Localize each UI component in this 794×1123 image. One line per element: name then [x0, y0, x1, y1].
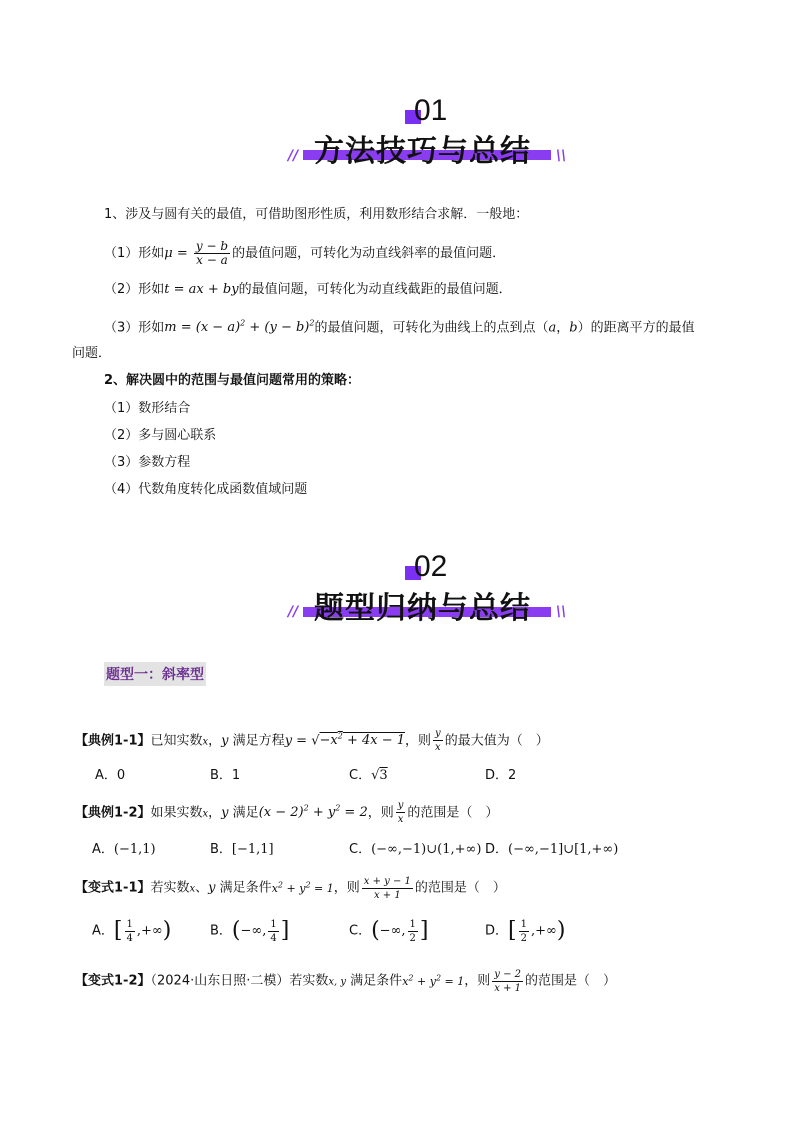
sub2-prefix: （2）形如	[104, 282, 165, 297]
left-slash-decoration: //	[288, 604, 299, 620]
stem-text: 已知实数	[150, 733, 203, 749]
strategy-1: （1）数形结合	[104, 401, 191, 416]
variant-1-1-stem: 【变式1-1】若实数x、y 满足条件$x^2 + y^2 = 1$，则 $\frac{x + y - 1}{x + 1}$ 的范围是（ ）	[75, 875, 506, 901]
example-1-2-stem: 【典例1-2】如果实数x，y 满足$(x - 2)^2 + y^2 = 2$，则 $\frac{y}{x}$ 的范围是（ ）	[75, 800, 499, 826]
formula-t: t = ax + by	[164, 282, 239, 297]
option-b: B．1	[210, 768, 241, 783]
sub1-prefix: （1）形如	[104, 246, 165, 261]
source-note: （2024·山东日照·二模）	[150, 973, 290, 989]
formula-unit-circle: $x^2 + y^2 = 1$	[402, 973, 465, 988]
fraction-ratio: $\frac{x + y - 1}{x + 1}$	[363, 875, 411, 901]
variant-1-2-stem: 【变式1-2】（2024·山东日照·二模）若实数x, y 满足条件$x^2 + y^2 = 1$，则 $\frac{y - 2}{x + 1}$ 的范围是（ ）	[75, 968, 617, 994]
stem-text: ，	[208, 805, 222, 821]
option-d: D．2	[485, 768, 517, 783]
option-a: A．(−1,1)	[92, 842, 156, 857]
problem-type-label: 题型一：斜率型	[104, 662, 206, 686]
strategy-3: （3）参数方程	[104, 455, 191, 470]
sub2-suffix: 的最值问题，可转化为动直线截距的最值问题．	[238, 282, 512, 297]
stem-text: ，则	[333, 880, 360, 896]
formula-unit-circle: $x^2 + y^2 = 1$	[271, 880, 334, 895]
sub3-tail: ）的距离平方的最值	[577, 320, 695, 336]
sub3-suffix: 的最值问题，可转化为曲线上的点到点（	[314, 320, 549, 336]
stem-text: 如果实数	[150, 805, 203, 821]
option-b: B．(−∞, $\frac{1}{4}$ ]	[210, 918, 290, 944]
option-c: C．(−∞, $\frac{1}{2}$ ]	[349, 918, 429, 944]
formula-sqrt: $y = √-x^2 + 4x - 1$	[284, 732, 406, 749]
method-item-2: 2、解决圆中的范围与最值问题常用的策略：	[104, 373, 361, 388]
stem-text: 的范围是（ ）	[525, 973, 617, 989]
option-c: C．√3	[349, 768, 388, 783]
strategy-4: （4）代数角度转化成函数值域问题	[104, 482, 308, 497]
variant-tag: 【变式1-2】	[75, 973, 151, 989]
option-d: D．(−∞,−1]∪[1,+∞)	[485, 842, 619, 857]
stem-text: 的范围是（ ）	[414, 880, 506, 896]
stem-text: 若实数	[150, 880, 190, 896]
right-slash-decoration: \\	[556, 604, 567, 620]
fraction-slope: $\frac{y - b}{x - a}$	[195, 239, 229, 267]
method-sub-2	[104, 282, 512, 298]
formula-mu: μ	[164, 246, 173, 261]
option-a: A．0	[95, 768, 126, 783]
method-sub-3-cont: 问题．	[72, 346, 112, 361]
section-title: 题型归纳与总结	[314, 591, 531, 626]
stem-text: ，则	[464, 973, 491, 989]
stem-text: ，则	[367, 805, 394, 821]
example-tag: 【典例1-2】	[75, 805, 151, 821]
option-c: C．(−∞,−1)∪(1,+∞)	[349, 842, 482, 857]
stem-text: 满足	[232, 805, 259, 821]
stem-text: 的最大值为（ ）	[444, 733, 549, 749]
example-1-1-stem: 【典例1-1】已知实数x，y 满足方程$y = √-x^2 + 4x - 1$，则 $\frac{y}{x}$ 的最大值为（ ）	[75, 728, 549, 754]
section-title: 方法技巧与总结	[314, 134, 531, 169]
variant-tag: 【变式1-1】	[75, 880, 151, 896]
option-d: D．[ $\frac{1}{2}$ ,+∞)	[485, 918, 566, 944]
section-number: 01	[414, 94, 448, 127]
stem-text: ，则	[405, 733, 432, 749]
formula-m: $m = (x - a)^2 + (y - b)^2$	[164, 319, 315, 336]
sub3-prefix: （3）形如	[104, 320, 165, 336]
strategy-2: （2）多与圆心联系	[104, 428, 217, 443]
stem-text: 若实数	[289, 973, 329, 989]
sub1-suffix: 的最值问题，可转化为动直线斜率的最值问题．	[232, 246, 506, 261]
section-number: 02	[414, 550, 448, 583]
stem-text: 满足条件	[350, 973, 403, 989]
left-slash-decoration: //	[288, 148, 299, 164]
right-slash-decoration: \\	[556, 148, 567, 164]
fraction-ratio: $\frac{y - 2}{x + 1}$	[494, 968, 522, 994]
formula-circle: $(x - 2)^2 + y^2 = 2$	[258, 804, 368, 821]
option-a: A．[ $\frac{1}{4}$ ,+∞)	[92, 918, 172, 944]
option-b: B．[−1,1]	[210, 842, 274, 857]
stem-text: 满足条件	[219, 880, 272, 896]
example-tag: 【典例1-1】	[75, 733, 151, 749]
method-sub-1: （1）形如μ = $\frac{y - b}{x - a}$ 的最值问题，可转化为动直线斜率的最值问题．	[104, 239, 506, 267]
stem-text: ，	[208, 733, 222, 749]
fraction-y-over-x: $\frac{y}{x}$	[435, 728, 441, 754]
method-sub-3: （3）形如$m = (x - a)^2 + (y - b)^2$的最值问题，可转化为曲线上的点到点（a，b）的距离平方的最值	[104, 319, 695, 336]
fraction-y-over-x: $\frac{y}{x}$	[397, 800, 404, 826]
stem-text: 的范围是（ ）	[407, 805, 499, 821]
stem-text: 满足方程	[232, 733, 285, 749]
method-item-1: 1、涉及与圆有关的最值，可借助图形性质，利用数形结合求解．一般地：	[104, 207, 529, 222]
stem-text: 、	[195, 880, 209, 896]
